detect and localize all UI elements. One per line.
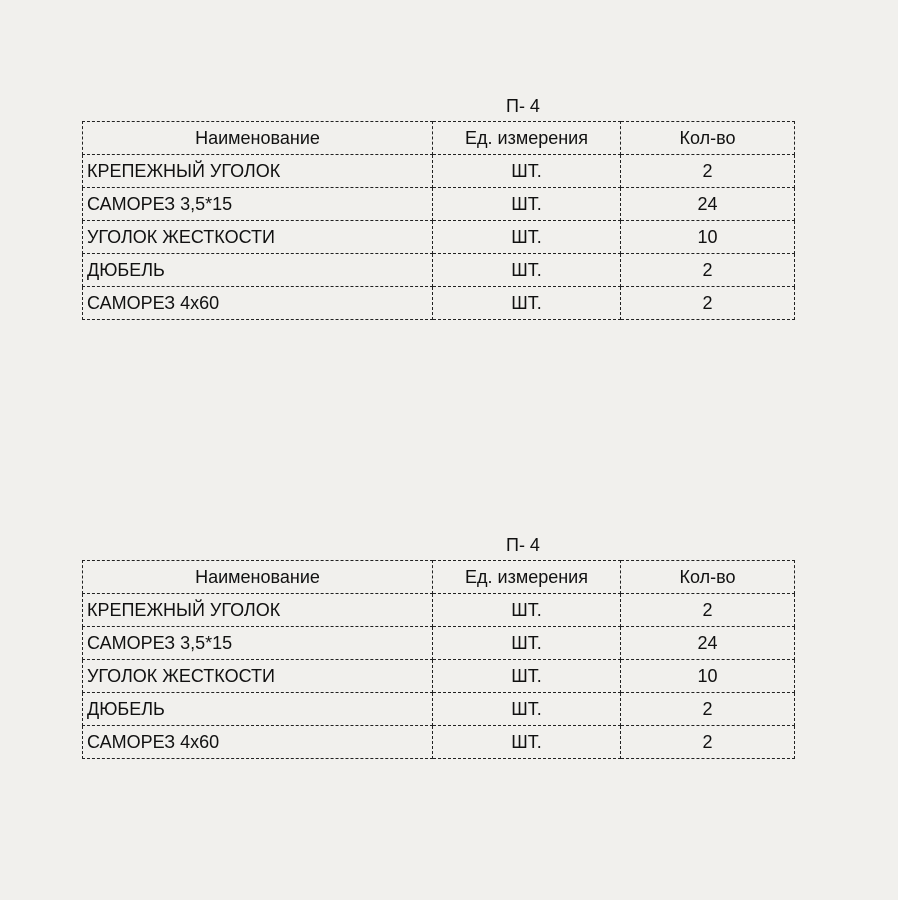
cell-name: КРЕПЕЖНЫЙ УГОЛОК — [83, 155, 433, 188]
cell-name: УГОЛОК ЖЕСТКОСТИ — [83, 221, 433, 254]
cell-unit: ШТ. — [433, 188, 621, 221]
cell-name: САМОРЕЗ 3,5*15 — [83, 188, 433, 221]
table-row — [83, 627, 795, 660]
cell-name: САМОРЕЗ 3,5*15 — [83, 627, 433, 660]
cell-name: КРЕПЕЖНЫЙ УГОЛОК — [83, 594, 433, 627]
table-row — [83, 693, 795, 726]
header-unit: Ед. измерения — [433, 122, 621, 155]
table-row — [83, 188, 795, 221]
table-header-row — [83, 561, 795, 594]
cell-qty: 2 — [621, 594, 795, 627]
cell-unit: ШТ. — [433, 254, 621, 287]
cell-name: САМОРЕЗ 4x60 — [83, 726, 433, 759]
table-row — [83, 594, 795, 627]
cell-qty: 10 — [621, 221, 795, 254]
header-name: Наименование — [83, 561, 433, 594]
header-unit: Ед. измерения — [433, 561, 621, 594]
cell-unit: ШТ. — [433, 693, 621, 726]
spec-table — [82, 121, 795, 320]
cell-unit: ШТ. — [433, 726, 621, 759]
table-row — [83, 287, 795, 320]
cell-qty: 2 — [621, 693, 795, 726]
cell-qty: 2 — [621, 287, 795, 320]
cell-unit: ШТ. — [433, 155, 621, 188]
cell-name: ДЮБЕЛЬ — [83, 254, 433, 287]
cell-unit: ШТ. — [433, 627, 621, 660]
header-qty: Кол-во — [621, 122, 795, 155]
cell-unit: ШТ. — [433, 660, 621, 693]
table-row — [83, 155, 795, 188]
header-qty: Кол-во — [621, 561, 795, 594]
spec-table — [82, 560, 795, 759]
header-name: Наименование — [83, 122, 433, 155]
table-caption: П- 4 — [506, 535, 540, 555]
table-row — [83, 726, 795, 759]
cell-name: САМОРЕЗ 4x60 — [83, 287, 433, 320]
table-row — [83, 221, 795, 254]
table-caption: П- 4 — [506, 96, 540, 116]
table-row — [83, 660, 795, 693]
cell-qty: 10 — [621, 660, 795, 693]
table-row — [83, 254, 795, 287]
cell-qty: 2 — [621, 726, 795, 759]
cell-name: УГОЛОК ЖЕСТКОСТИ — [83, 660, 433, 693]
cell-unit: ШТ. — [433, 221, 621, 254]
cell-qty: 24 — [621, 188, 795, 221]
cell-name: ДЮБЕЛЬ — [83, 693, 433, 726]
cell-unit: ШТ. — [433, 594, 621, 627]
cell-qty: 2 — [621, 254, 795, 287]
cell-unit: ШТ. — [433, 287, 621, 320]
table-header-row — [83, 122, 795, 155]
cell-qty: 2 — [621, 155, 795, 188]
cell-qty: 24 — [621, 627, 795, 660]
